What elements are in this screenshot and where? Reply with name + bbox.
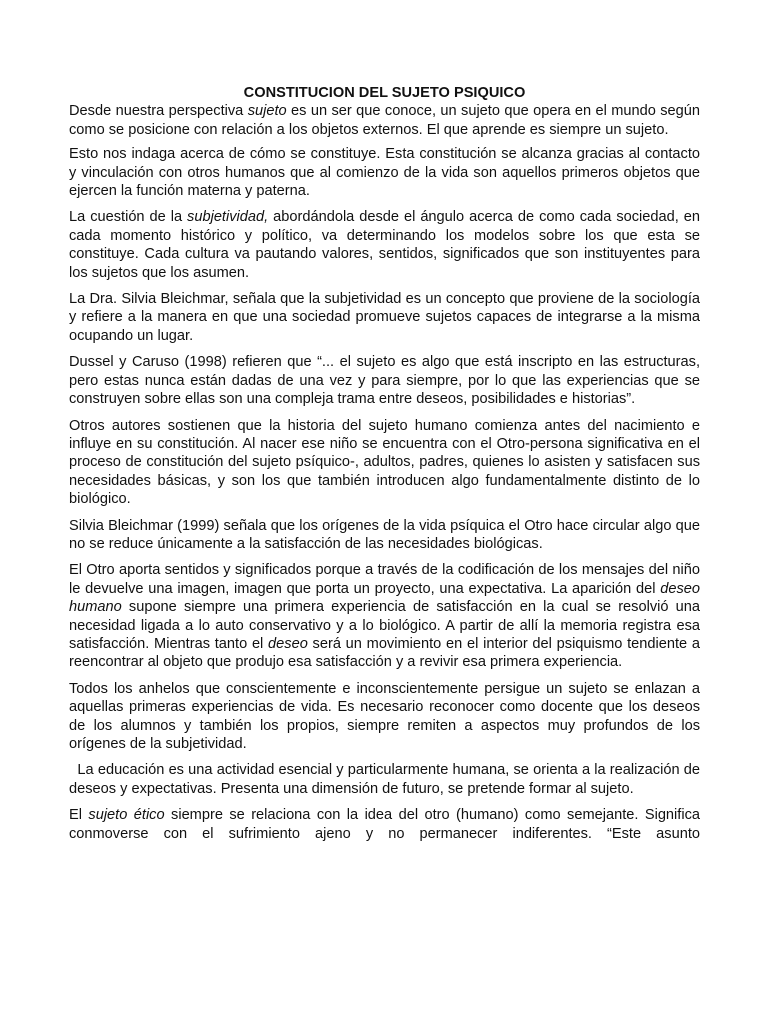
text-run: La cuestión de la [69,209,188,226]
text-run: Dussel y Caruso (1998) refieren que “... el sujeto es algo que está inscripto en las estructuras, pero estas nunca están dadas de una vez y para siempre, por lo que las experiencias que se construyen sobre ellas son una compleja trama entre deseos, posibilidades e historias”. [69,354,700,408]
text-run: El Otro aporta sentidos y significados porque a través de la codificación de los mensajes del niño le devuelve una imagen, imagen que porta un proyecto, una expectativa. La aparición del [69,562,700,597]
text-run: La Dra. Silvia Bleichmar, señala que la subjetividad es un concepto que proviene de la sociología y refiere a la manera en que una sociedad promueve sujetos capaces de integrarse a la misma ocupando un lugar. [69,291,700,344]
paragraph [69,102,700,139]
document-title: CONSTITUCION DEL SUJETO PSIQUICO [243,85,526,101]
text-run: Todos los anhelos que conscientemente e inconscientemente persigue un sujeto se enlazan a aquellas primeras experiencias de vida. Es necesario reconocer como docente que los deseos de los alumnos y también los propios, siempre remiten a aspectos muy profundos de los orígenes de la subjetividad. [69,680,700,752]
paragraph [69,806,700,843]
italic-text: deseo [268,635,308,652]
paragraph [69,290,700,345]
text-run: La educación es una actividad esencial y particularmente humana, se orienta a la realización de deseos y expectativas. Presenta una dimensión de futuro, se pretende formar al sujeto. [69,762,705,797]
text-run: supone siempre una primera experiencia de satisfacción en la cual se resolvió una necesidad ligada a lo auto conservativo y a lo biológico. A partir de allí la memoria registra esa satisfacción. Mientras tanto el [69,599,700,652]
paragraph [69,353,700,408]
italic-text: sujeto ético [88,807,165,824]
italic-text: subjetividad, [187,209,269,226]
text-run: Otros autores sostienen que la historia del sujeto humano comienza antes del nacimiento e influye en su constitución. Al nacer ese niño se encuentra con el Otro-persona significativa en el proceso de constitución del sujeto psíquico-, adultos, padres, quienes lo asisten y satisfacen sus necesidades básicas, y son los que también introducen algo fundamentalmente distinto de lo biológico. [69,417,700,508]
text-run: Esto nos indaga acerca de cómo se constituye. Esta constitución se alcanza gracias al contacto y vinculación con otros humanos que al comienzo de la vida son aquellos primeros objetos que ejercen la función materna y paterna. [69,146,700,200]
text-run: es un ser que conoce, un sujeto que opera en el mundo según como se posicione con relación a los objetos externos. El que aprende es siempre un sujeto. [69,103,701,138]
paragraph [69,145,700,200]
document-body [69,102,705,843]
paragraph [69,680,700,754]
italic-text: deseo humano [69,580,700,616]
text-run: siempre se relaciona con la idea del otro (humano) como semejante. Significa conmoverse con el sufrimiento ajeno y no permanecer indiferentes. “Este asunto [69,807,701,842]
paragraph [69,417,700,509]
text-run: El [69,807,89,824]
paragraph [69,761,705,798]
italic-text: sujeto [247,103,287,120]
paragraph [69,208,700,282]
paragraph [69,561,700,671]
text-run: abordándola desde el ángulo acerca de como cada sociedad, en cada momento histórico y político, va determinando los modelos sobre los que esta se constituye. Cada cultura va pautando valores, sentidos, significados que son instituyentes para los sujetos que los asumen. [69,209,700,281]
text-run: será un movimiento en el interior del psiquismo tendiente a reencontrar al objeto que produjo esa satisfacción y a revivir esa primera experiencia. [69,635,700,671]
text-run: Desde nuestra perspectiva [69,103,248,120]
paragraph [69,517,700,554]
text-run: Silvia Bleichmar (1999) señala que los orígenes de la vida psíquica el Otro hace circular algo que no se reduce únicamente a la satisfacción de las necesidades biológicas. [69,517,700,552]
